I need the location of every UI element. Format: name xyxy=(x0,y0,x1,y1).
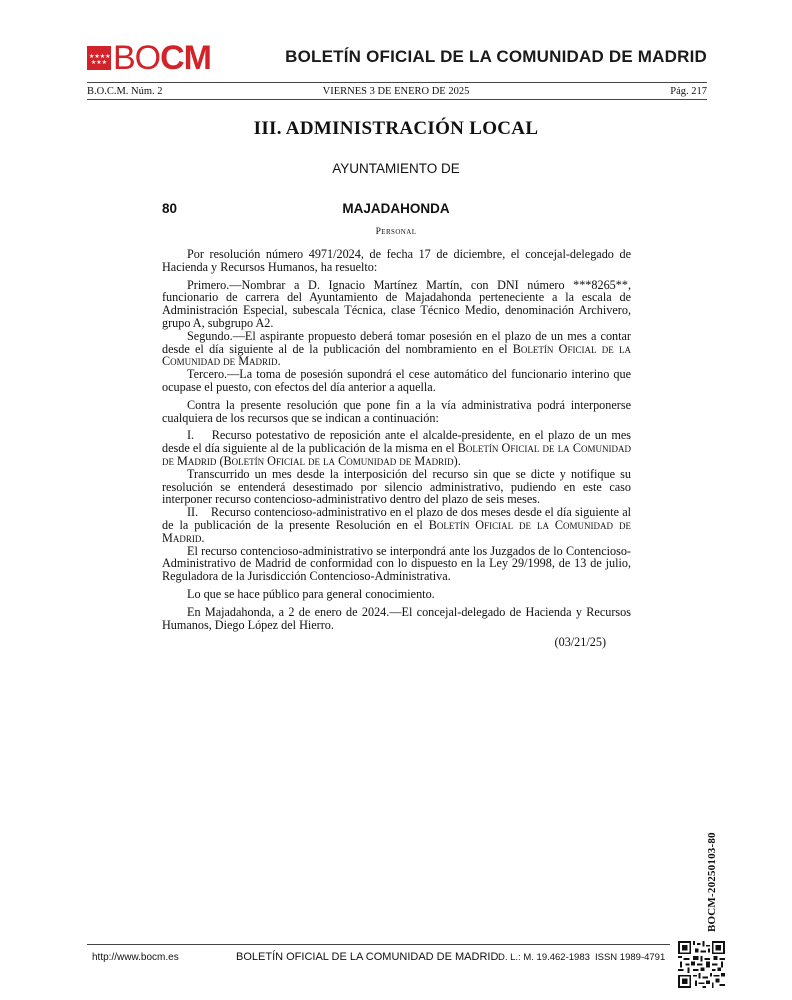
legal-deposit: D. L.: M. 19.462-1983 xyxy=(498,952,590,963)
announcement-reference: (03/21/25) xyxy=(554,635,606,650)
logo-text-bold: CM xyxy=(160,39,212,77)
header-title: BOLETÍN OFICIAL DE LA COMUNIDAD DE MADRID xyxy=(285,47,707,66)
madrid-flag-icon xyxy=(87,46,111,70)
section-title: III. ADMINISTRACIÓN LOCAL xyxy=(253,118,539,139)
municipality-name: MAJADAHONDA xyxy=(342,201,450,216)
paragraph-7: Transcurrido un mes desde la interposición del recurso sin que se dicte y notifique su resolución se entenderá desestimado por silencio administrativo, pudiendo en este caso interponer recurso contencioso-administrativo dentro del plazo de seis meses. xyxy=(162,466,631,507)
bocm-logo xyxy=(87,39,212,77)
issn: ISSN 1989-4791 xyxy=(595,952,666,963)
paragraph-6-text: I. Recurso potestativo de reposición ante el alcalde-presidente, en el plazo de un mes desde el día siguiente al de la publicación de la misma en el xyxy=(162,428,635,456)
paragraph-5: Contra la presente resolución que pone fin a la vía administrativa podrá interponerse cualquiera de los recursos que se indican a continuación: xyxy=(162,397,631,425)
topic-label: Personal xyxy=(375,227,417,237)
announcement-number: 80 xyxy=(162,201,178,216)
paragraph-6-bocm-ref-1: Boletín Oficial de la Comunidad de Madrid xyxy=(162,441,631,468)
paragraph-3-end: . xyxy=(277,354,281,369)
paragraph-9: El recurso contencioso-administrativo se interpondrá ante los Juzgados de lo Contencioso-Administrativo de Madrid de conformidad con lo dispuesto en la Ley 29/1998, de 13 de julio, Reguladora de la Jurisdicción Contencioso-Administrativa. xyxy=(162,543,631,584)
page-number: Pág. 217 xyxy=(670,86,707,97)
paragraph-6-mid: ( xyxy=(216,453,224,468)
paragraph-6 xyxy=(162,428,635,468)
paragraph-6-bocm-ref-2: Boletín Oficial de la Comunidad de Madrid xyxy=(223,453,454,468)
paragraph-3-text: Segundo.—El aspirante propuesto deberá tomar posesión en el plazo de un mes a contar desde el día siguiente al de la publicación del nombramiento en el xyxy=(162,328,631,356)
announcement-body xyxy=(162,247,635,650)
paragraph-4: Tercero.—La toma de posesión supondrá el cese automático del funcionario interino que ocupase el puesto, con efectos del día anterior a aquella. xyxy=(162,367,631,394)
paragraph-8-end: . xyxy=(201,530,205,545)
flag-stars: ★★★★ ★★★ xyxy=(89,53,111,66)
paragraph-1: Por resolución número 4971/2024, de fecha 17 de diciembre, el concejal-delegado de Hacienda y Recursos Humanos, ha resuelto: xyxy=(162,247,631,274)
header-rule-bottom xyxy=(87,99,707,100)
paragraph-8-text: II. Recurso contencioso-administrativo en el plazo de dos meses desde el día siguiente al de la publicación de la presente Resolución en el xyxy=(162,505,635,532)
paragraph-10: Lo que se hace público para general conocimiento. xyxy=(187,586,435,601)
logo-text-regular: BO xyxy=(113,39,161,77)
subsection-title: AYUNTAMIENTO DE xyxy=(332,161,460,176)
document-code: BOCM-20250103-80 xyxy=(706,832,718,932)
logo-text xyxy=(113,39,212,77)
issue-date: VIERNES 3 DE ENERO DE 2025 xyxy=(322,86,470,97)
issue-number: B.O.C.M. Núm. 2 xyxy=(87,86,163,97)
qr-code-icon xyxy=(678,941,725,988)
paragraph-11: En Majadahonda, a 2 de enero de 2024.—El concejal-delegado de Hacienda y Recursos Humanos, Diego López del Hierro. xyxy=(162,604,631,632)
paragraph-3 xyxy=(162,330,631,368)
paragraph-8 xyxy=(162,505,635,545)
footer-url-link[interactable]: http://www.bocm.es xyxy=(92,952,179,963)
paragraph-3-bocm-ref: Boletín Oficial de la Comunidad de Madrid xyxy=(162,341,631,369)
footer-rule xyxy=(87,944,670,945)
paragraph-6-end: ). xyxy=(453,453,461,468)
footer-title: BOLETÍN OFICIAL DE LA COMUNIDAD DE MADRID xyxy=(236,951,499,963)
paragraph-2: Primero.—Nombrar a D. Ignacio Martínez Martín, con DNI número ***8265**, funcionario de carrera del Ayuntamiento de Majadahonda perteneciente a la escala de Administración Especial, subescala Técnica, clase Técnico Medio, denominación Archivero, grupo A, subgrupo A2. xyxy=(162,277,631,330)
header-rule-top xyxy=(87,82,707,83)
paragraph-8-bocm-ref: Boletín Oficial de la Comunidad de Madrid xyxy=(162,517,631,545)
